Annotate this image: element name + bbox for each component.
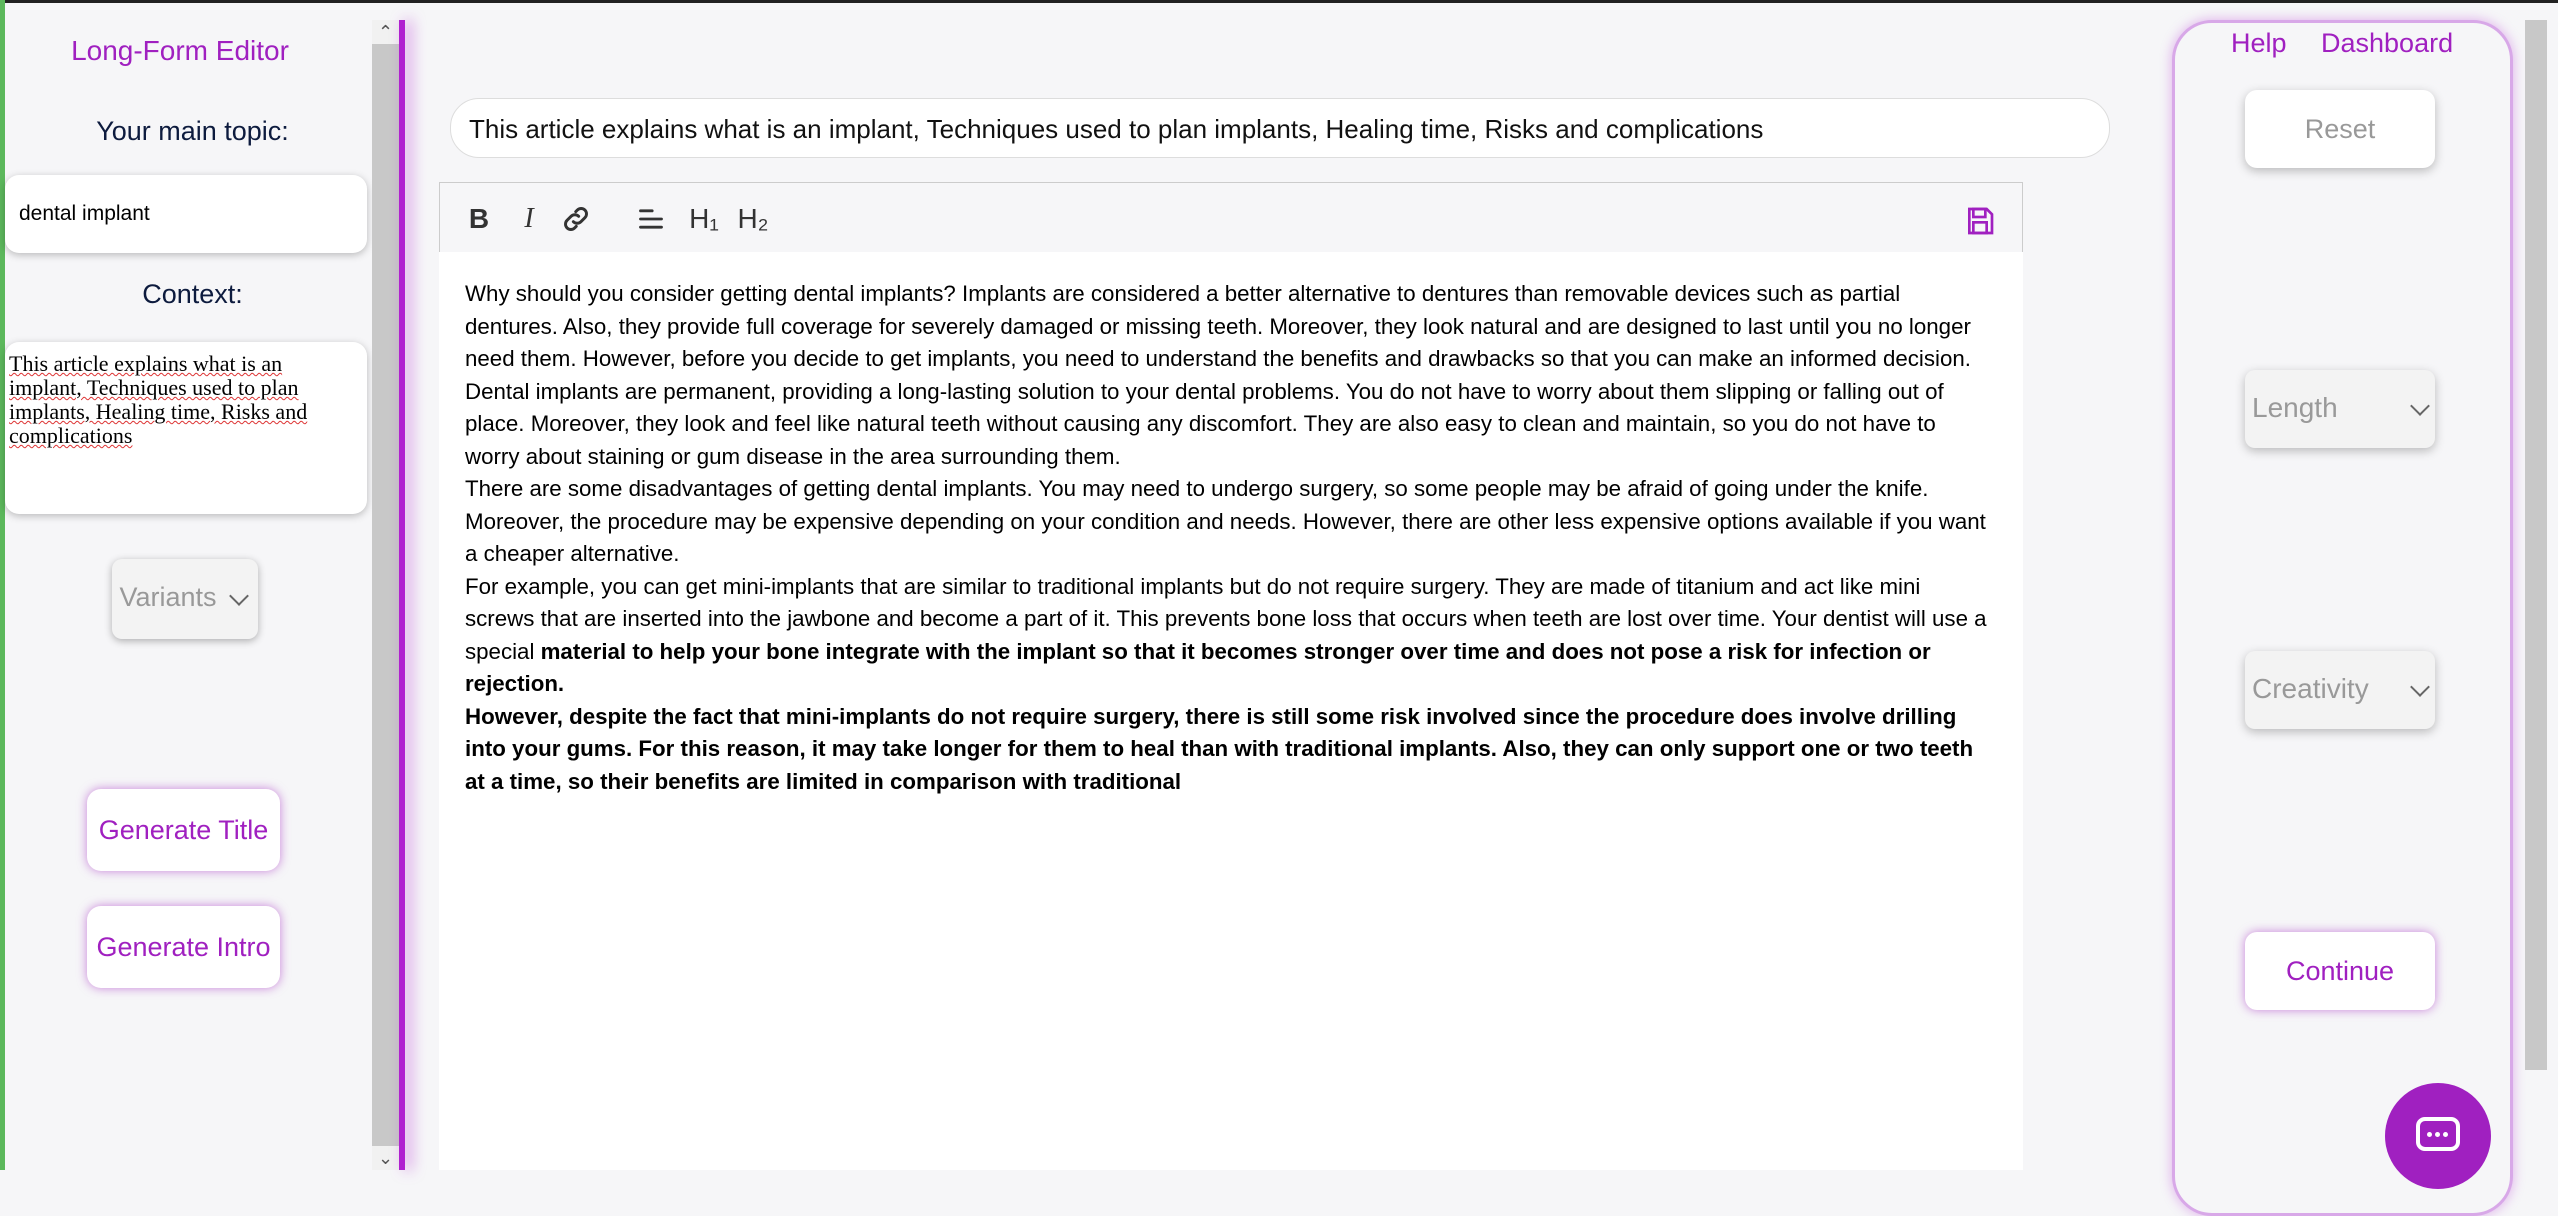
- heading2-icon[interactable]: H₂: [737, 203, 769, 234]
- context-value: This article explains what is an implant, Techniques used to plan implants, Healing time, Risks and complications: [9, 351, 308, 448]
- window-frame-top: [0, 0, 2558, 3]
- chat-button[interactable]: [2385, 1083, 2491, 1189]
- bold-icon[interactable]: B: [468, 203, 490, 234]
- sidebar-scrollbar[interactable]: [372, 20, 399, 1170]
- variants-select-label: Variants: [119, 582, 217, 612]
- length-select-label: Length: [2252, 392, 2338, 423]
- dashboard-link[interactable]: Dashboard: [2321, 28, 2454, 58]
- context-textarea[interactable]: [5, 342, 367, 514]
- page-scrollbar[interactable]: [2525, 20, 2547, 1070]
- generate-intro-button[interactable]: Generate Intro: [87, 906, 280, 988]
- link-icon[interactable]: [558, 201, 594, 237]
- help-link[interactable]: Help: [2231, 28, 2287, 58]
- chat-icon: [2416, 1117, 2460, 1151]
- editor-body[interactable]: [439, 252, 2023, 1170]
- main-topic-value: dental implant: [19, 202, 150, 225]
- creativity-select[interactable]: [2245, 651, 2435, 729]
- editor-toolbar: [439, 182, 2023, 254]
- right-panel: [2172, 20, 2513, 1216]
- continue-button[interactable]: Continue: [2245, 932, 2435, 1010]
- scroll-up-icon[interactable]: ⌃: [372, 20, 399, 44]
- sidebar: [5, 3, 373, 1170]
- generate-title-button[interactable]: Generate Title: [87, 789, 280, 871]
- chevron-down-icon: [229, 586, 249, 606]
- article-title-input[interactable]: [450, 98, 2110, 158]
- editor-bold-run: material to help your bone integrate with the implant so that it becomes stronger over time and does not pose a risk for infection or rejection.: [465, 638, 1931, 696]
- editor-paragraph: There are some disadvantages of getting dental implants. You may need to undergo surgery, so some people may be afraid of going under the knife. Moreover, the procedure may be expensive depending on your condition and needs. However, there are other less expensive options available if you want a cheaper alternative.: [465, 476, 1986, 566]
- article-title-value: This article explains what is an implant, Techniques used to plan implants, Healing time, Risks and complications: [469, 114, 1764, 144]
- editor-paragraph: However, despite the fact that mini-implants do not require surgery, there is still some risk involved since the procedure does involve drilling into your gums. For this reason, it may take longer for them to heal than with traditional implants. Also, they can only support one or two teeth at a time, so their benefits are limited in comparison with traditional: [465, 703, 1974, 794]
- editor-content: [465, 278, 1995, 798]
- italic-icon[interactable]: I: [524, 203, 534, 234]
- editor-text-run: For example, you can get mini-implants that are similar to traditional implants but do not require surgery. They are made of titanium and act like mini screws that are inserted into the jawbone and become a part of it. This prevents bone loss that occurs when teeth are lost over time. Your dentist will use a special: [465, 573, 1987, 664]
- creativity-select-label: Creativity: [2252, 673, 2369, 704]
- reset-button[interactable]: Reset: [2245, 90, 2435, 168]
- main-topic-input[interactable]: [5, 175, 367, 253]
- save-icon[interactable]: [1962, 205, 1998, 241]
- main-topic-label: Your main topic:: [96, 116, 289, 146]
- scroll-down-icon[interactable]: ⌄: [372, 1146, 399, 1170]
- align-left-icon[interactable]: [634, 201, 668, 237]
- heading1-icon[interactable]: H₁: [689, 203, 719, 234]
- app-title: Long-Form Editor: [71, 35, 289, 66]
- variants-select[interactable]: [112, 559, 258, 639]
- length-select[interactable]: [2245, 370, 2435, 448]
- context-label: Context:: [142, 279, 243, 309]
- chevron-down-icon: [2410, 677, 2430, 697]
- editor-paragraph: Why should you consider getting dental implants? Implants are considered a better alternative to dentures than removable devices such as partial dentures. Also, they provide full coverage for severely damaged or missing teeth. Moreover, they look natural and are designed to last until you no longer need them. However, before you decide to get implants, you need to understand the benefits and drawbacks so that you can make an informed decision. Dental implants are permanent, providing a long-lasting solution to your dental problems. You do not have to worry about them slipping or falling out of place. Moreover, they look and feel like natural teeth without causing any discomfort. They are also easy to clean and maintain, so you do not have to worry about staining or gum disease in the area surrounding them.: [465, 281, 1971, 469]
- chevron-down-icon: [2410, 396, 2430, 416]
- editor-paragraph: [465, 571, 1995, 701]
- sidebar-divider: [399, 20, 405, 1170]
